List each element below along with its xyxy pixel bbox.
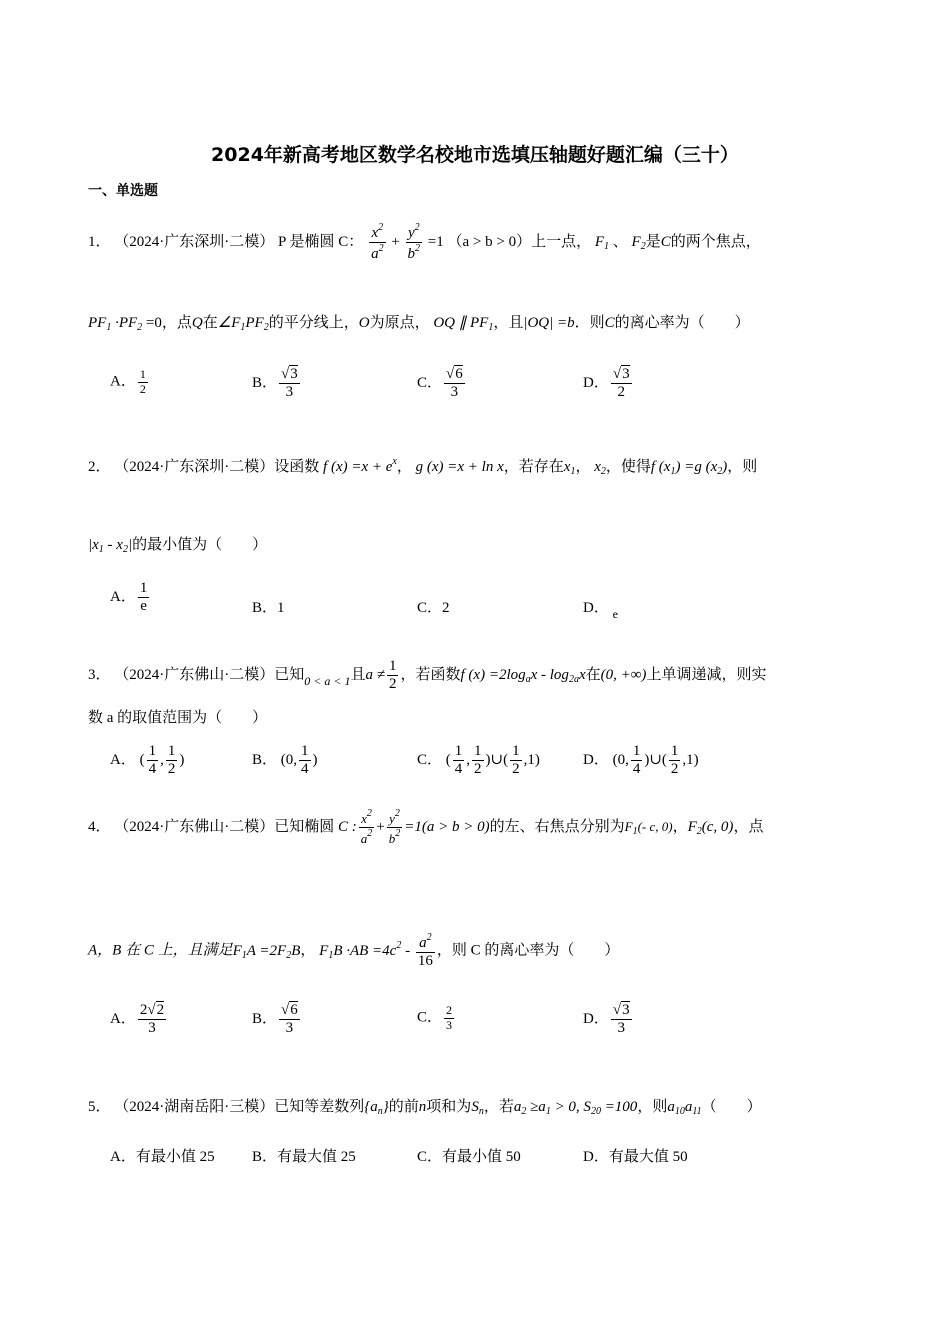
q3-text: 在 <box>585 667 601 684</box>
question-2-line-1: 2． （2024·广东深圳·二模）设函数 f $(x) =x + e^x$， g (x) =x + ln x，若存在$x_1$， $x_2$，使得f $(x_1) =g$ $(x_2)$，则 <box>88 456 758 477</box>
q4-dot-product: $F_1B \cdot AB =4c^2$ - <box>319 939 414 961</box>
q3-option-d[interactable]: D． (0, $\frac{1}{4}$ )∪( $\frac{1}{2}$ ,1) <box>583 743 699 778</box>
q4-text: ，则 C 的离心率为（ ） <box>436 942 620 959</box>
q2-f-def: f $(x) =x + e^x$ <box>323 456 397 475</box>
q1-text: 、 <box>612 234 628 251</box>
q1-text: ，且 <box>493 315 524 331</box>
q1-text: ，点 <box>161 315 192 331</box>
q2-option-b[interactable]: B．1 <box>252 600 285 616</box>
q2-text: ，则 <box>727 459 758 475</box>
question-4-line-1: 4． （2024·广东佛山·二模）已知椭圆 C : $\frac{x^2}{a^2}$ + $\frac{y^2}{b^2}$ =1(a > b > 0)的左、右焦点分别为$F_1(-$ c, 0)，$F_2(c$, 0)，点 <box>88 808 764 846</box>
page-title: 2024年新高考地区数学名校地市选填压轴题好题汇编（三十） <box>211 144 739 166</box>
q5-text: ，若 <box>483 1099 514 1115</box>
question-4-line-2: A，B 在 C 上，且满足$F_1A =2F_2B$， $F_1B \cdot AB =4c^2$ - $\frac{a^2}{16}$ ，则 C 的离心率为（ ） <box>88 932 620 970</box>
q1-text: （a > b > 0）上一点， <box>447 234 592 251</box>
question-5-line-1: 5． （2024·湖南岳阳·三模）已知等差数列$\{a_n\}$的前n项和为$S_n$，若$a_2 \ge a_1 > 0$, $S_{20} =100$，则$a_{10}a_{11}$（ ） <box>88 1099 762 1117</box>
q1-text: 是 <box>645 234 661 251</box>
q3-option-b[interactable]: B． (0, $\frac{1}{4}$ ) <box>252 743 318 778</box>
q1-text: 的离心率为（ ） <box>614 315 750 331</box>
q4-option-c[interactable]: C． $\frac{2}{3}$ <box>417 1003 453 1032</box>
q4-text: 已知椭圆 <box>274 818 335 835</box>
q2-text: ，使得 <box>605 459 651 475</box>
q3-text: 上单调递减，则实 <box>646 667 767 684</box>
q3-option-a[interactable]: A． ( $\frac{1}{4}$ , $\frac{1}{2}$ ) <box>110 743 185 778</box>
question-1-line-1: 1． （2024·广东深圳·二模） P 是椭圆 C： $\frac{x^2}{a^2}$ + $\frac{y^2}{b^2}$ =1 （a > b > 0）上一点， $F_1$ 、 $F_2$是C的两个焦点， <box>88 222 761 263</box>
q5-text: 已知等差数列 <box>274 1099 365 1115</box>
q5-text: （ ） <box>701 1099 762 1115</box>
q5-text: ，则 <box>637 1099 668 1115</box>
q3-text: ，若函数 <box>400 667 461 684</box>
q1-text: 为原点， <box>369 315 430 331</box>
q5-text: 的前 <box>388 1099 419 1115</box>
q2-number: 2． <box>88 459 111 475</box>
q1-text: 在 <box>202 315 218 331</box>
question-1-line-2: $PF_1 \cdot PF_2 =0$，点Q在$\angle F_1PF_2$的平分线上，O为原点， OQ ∥ $PF_1$，且|OQ| =b．则C的离心率为（ ） <box>88 315 750 333</box>
q3-option-c[interactable]: C． ( $\frac{1}{4}$ , $\frac{1}{2}$ )∪( $\frac{1}{2}$ ,1) <box>417 743 540 778</box>
q4-option-d[interactable]: D． $\frac{√3}{3}$ <box>583 1002 630 1037</box>
question-2-line-2 <box>88 533 267 555</box>
q1-ellipse-x-term: $\frac{x^2}{a^2}$ <box>371 222 384 263</box>
q1-text: P 是椭圆 C： <box>278 234 364 251</box>
q1-option-d[interactable]: D． $\frac{√3}{2}$ <box>583 366 630 401</box>
q1-option-a[interactable]: A． $\frac{1}{2}$ <box>110 367 146 396</box>
question-3-line-2: 数 a 的取值范围为（ ） <box>88 710 268 726</box>
q4-option-b[interactable]: B． $\frac{√6}{3}$ <box>252 1002 298 1037</box>
q4-text: ，点 <box>733 818 764 835</box>
section-heading: 一、单选题 <box>88 183 158 199</box>
q4-vector-eq: $F_1A =2F_2B$ <box>232 942 301 961</box>
question-3-line-1: 3． （2024·广东佛山·二模）已知$_{0 < a < 1}$且a ≠ $\frac{1}{2}$ ，若函数f $(x) =2\log_ax - \log_{2a}x$在(0, +∞)上单调递减，则实 <box>88 658 767 693</box>
q1-option-b[interactable]: B． $\frac{√3}{3}$ <box>252 366 298 401</box>
q1-text: ．则 <box>574 315 605 331</box>
q4-ellipse-eq: C : <box>338 818 357 835</box>
q2-abs-diff: $|x_1 - x_2|$ <box>88 537 133 555</box>
q2-option-a[interactable]: A． $\frac{1}{e}$ <box>110 580 148 615</box>
q2-g-def: g (x) =x + ln x <box>415 459 504 475</box>
q2-text: ，若存在 <box>503 459 564 475</box>
q1-option-c[interactable]: C． $\frac{√6}{3}$ <box>417 366 463 401</box>
q1-text: 的两个焦点， <box>670 234 761 251</box>
q5-option-a[interactable]: A．有最小值 25 <box>110 1149 215 1165</box>
q1-f2: $F_2$ <box>631 234 646 253</box>
q4-number: 4． <box>88 818 111 835</box>
q2-text: 的最小值为（ ） <box>132 537 268 553</box>
q5-source: （2024·湖南岳阳·三模） <box>114 1099 275 1115</box>
q4-text: A，B 在 C 上，且满足 <box>88 942 233 959</box>
q3-number: 3． <box>88 667 111 684</box>
q3-source: （2024·广东佛山·二模） <box>114 667 275 684</box>
q3-text: 且 <box>350 667 366 684</box>
q1-f1: $F_1$ <box>594 234 609 253</box>
q1-ellipse-y-term: $\frac{y^2}{b^2}$ <box>407 222 421 263</box>
q4-text: 的左、右焦点分别为 <box>489 818 625 835</box>
q3-text: 已知 <box>274 667 305 684</box>
q5-number: 5． <box>88 1099 111 1115</box>
q5-option-c[interactable]: C．有最小值 50 <box>417 1149 521 1165</box>
q5-text: 项和为 <box>426 1099 472 1115</box>
q1-source: （2024·广东深圳·二模） <box>114 234 275 251</box>
q5-option-d[interactable]: D．有最大值 50 <box>583 1149 688 1165</box>
q1-number: 1． <box>88 234 111 251</box>
q2-option-d[interactable]: D． $_e$ <box>583 600 618 621</box>
q4-option-a[interactable]: A． $\frac{2√2}{3}$ <box>110 1002 165 1037</box>
q2-text: 设函数 <box>274 459 320 475</box>
q1-text: 的平分线上， <box>268 315 359 331</box>
q5-option-b[interactable]: B．有最大值 25 <box>252 1149 356 1165</box>
q5-condition: $a_2 \ge a_1 > 0$, $S_{20} =100$ <box>513 1099 638 1117</box>
q2-option-c[interactable]: C．2 <box>417 600 450 616</box>
q1-dot-product: $PF_1 \cdot PF_2$ <box>88 315 143 333</box>
q4-source: （2024·广东佛山·二模） <box>114 818 275 835</box>
q2-source: （2024·广东深圳·二模） <box>114 459 275 475</box>
